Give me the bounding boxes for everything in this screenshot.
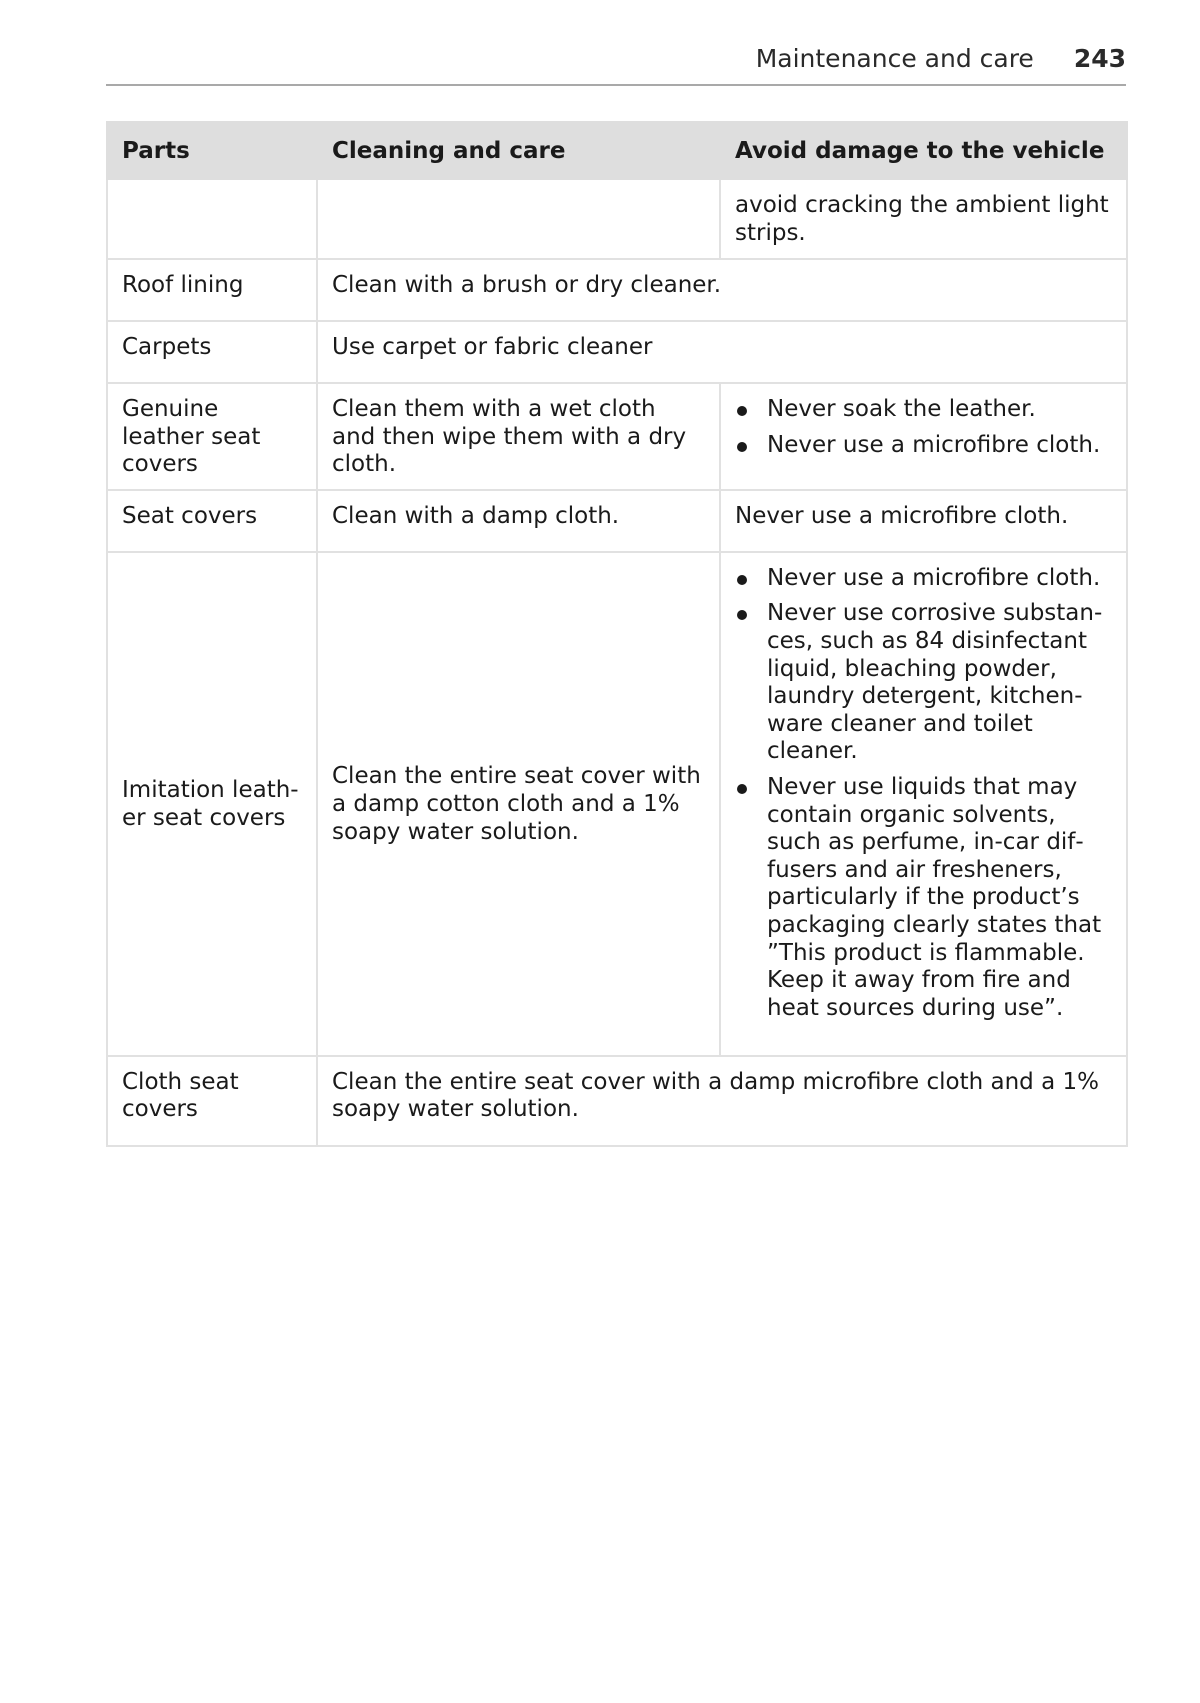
part-cell: Imitation leather seat covers [107,552,317,1056]
part-cell: Cloth seat covers [107,1056,317,1146]
cleaning-cell: Clean them with a wet cloth and then wipe them with a dry cloth. [317,383,720,490]
column-header-parts: Parts [107,122,317,179]
avoid-damage-cell [720,383,1127,490]
cleaning-care-table [106,121,1128,1147]
part-cell: Carpets [107,321,317,383]
column-header-avoid-damage: Avoid damage to the vehicle [720,122,1127,179]
page-number: 243 [1073,44,1126,73]
table-row [107,552,1127,1056]
table-row [107,259,1127,321]
table-row [107,321,1127,383]
avoid-damage-cell: avoid cracking the ambient light strips. [720,179,1127,259]
part-cell: Roof lining [107,259,317,321]
cleaning-cell: Clean the entire seat cover with a damp microfibre cloth and a 1% soapy water solution. [317,1056,1127,1146]
table-row [107,490,1127,552]
cleaning-cell: Clean with a brush or dry cleaner. [317,259,1127,321]
bullet-item: Never use liquids that may contain organic solvents, such as perfume, in-car diffusers and air fresheners, particularly if the product’s packaging clearly states that ”This product is flammable. Keep it away from fire and heat sources during use”. [735,774,1112,1022]
section-title: Maintenance and care [755,44,1034,73]
bullet-item: Never use corrosive substances, such as 84 disinfectant liquid, bleaching powder, laundry detergent, kitchenware cleaner and toilet cleaner. [735,600,1112,766]
page-header [106,44,1126,86]
avoid-damage-cell [720,552,1127,1056]
bullet-item: Never soak the leather. [735,396,1112,424]
table-row [107,1056,1127,1146]
avoid-damage-cell: Never use a microfibre cloth. [720,490,1127,552]
cleaning-cell: Clean with a damp cloth. [317,490,720,552]
table-row [107,179,1127,259]
cleaning-cell [317,179,720,259]
table-header-row [107,122,1127,179]
column-header-cleaning: Cleaning and care [317,122,720,179]
bullet-list [735,396,1112,459]
part-cell: Seat covers [107,490,317,552]
part-cell [107,179,317,259]
bullet-item: Never use a microfibre cloth. [735,432,1112,460]
part-cell: Genuine leather seat covers [107,383,317,490]
bullet-list [735,565,1112,1023]
cleaning-cell: Clean the entire seat cover with a damp cotton cloth and a 1% soapy water solution. [317,552,720,1056]
table-row [107,383,1127,490]
cleaning-cell: Use carpet or fabric cleaner [317,321,1127,383]
bullet-item: Never use a microfibre cloth. [735,565,1112,593]
